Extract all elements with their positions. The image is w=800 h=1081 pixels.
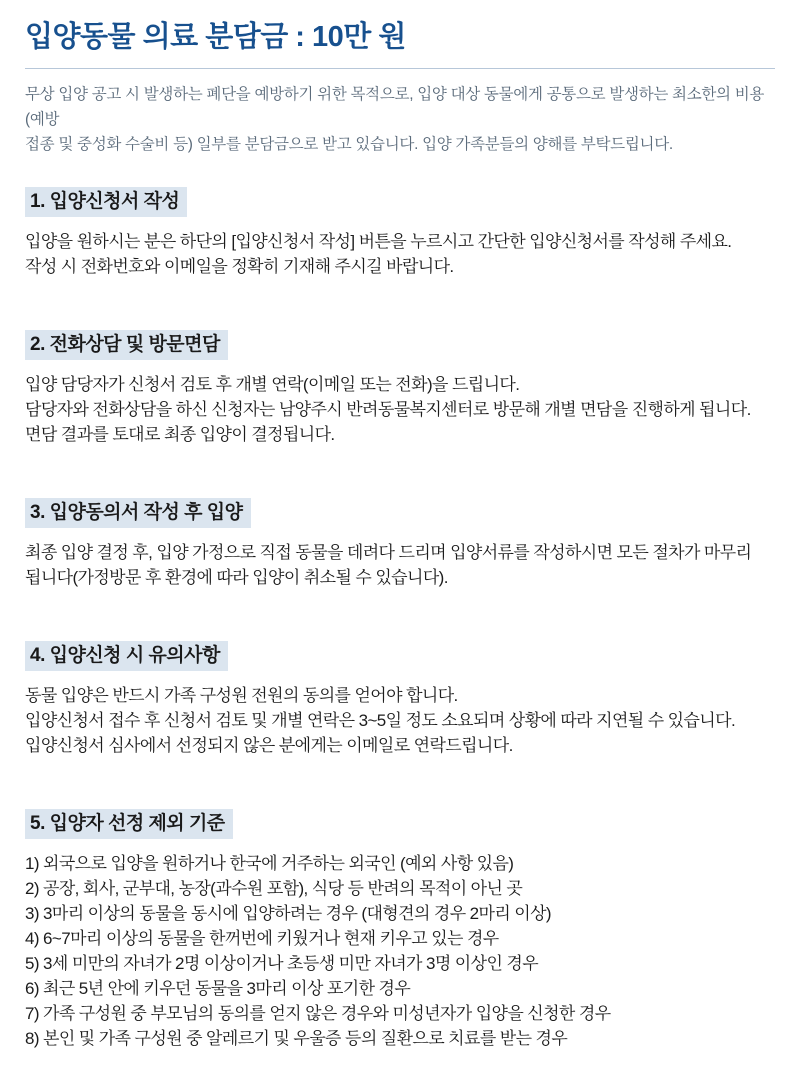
section-body (25, 683, 775, 758)
body-line: 입양신청서 심사에서 선정되지 않은 분에게는 이메일로 연락드립니다. (25, 736, 513, 755)
section-application-notes (25, 640, 775, 758)
exclusion-list-item: 8) 본인 및 가족 구성원 중 알레르기 및 우울증 등의 질환으로 치료를 받는 경우 (25, 1029, 568, 1048)
title-divider (25, 68, 775, 69)
body-line: 됩니다(가정방문 후 환경에 따라 입양이 취소될 수 있습니다). (25, 568, 448, 587)
intro-paragraph (25, 82, 775, 157)
body-line: 입양을 원하시는 분은 하단의 [입양신청서 작성] 버튼을 누르시고 간단한 입양신청서를 작성해 주세요. (25, 232, 732, 251)
exclusion-list-item: 2) 공장, 회사, 군부대, 농장(과수원 포함), 식당 등 반려의 목적이 아닌 곳 (25, 879, 523, 898)
body-line: 동물 입양은 반드시 가족 구성원 전원의 동의를 얻어야 합니다. (25, 686, 458, 705)
section-heading (25, 497, 775, 528)
section-heading (25, 640, 775, 671)
exclusion-list-item: 1) 외국으로 입양을 원하거나 한국에 거주하는 외국인 (예외 사항 있음) (25, 854, 514, 873)
section-heading-highlight: 1. 입양신청서 작성 (25, 187, 187, 217)
body-line: 작성 시 전화번호와 이메일을 정확히 기재해 주시길 바랍니다. (25, 257, 454, 276)
section-phone-visit-interview (25, 329, 775, 447)
body-line: 최종 입양 결정 후, 입양 가정으로 직접 동물을 데려다 드리며 입양서류를 작성하시면 모든 절차가 마무리 (25, 543, 752, 562)
section-body (25, 851, 775, 1051)
exclusion-list-item: 4) 6~7마리 이상의 동물을 한꺼번에 키웠거나 현재 키우고 있는 경우 (25, 929, 499, 948)
section-body (25, 372, 775, 447)
page-title: 입양동물 의료 분담금 : 10만 원 (25, 21, 406, 53)
section-heading (25, 808, 775, 839)
section-heading (25, 329, 775, 360)
section-consent-and-adoption (25, 497, 775, 590)
section-heading (25, 186, 775, 217)
section-body (25, 229, 775, 279)
section-exclusion-criteria (25, 808, 775, 1051)
exclusion-list-item: 7) 가족 구성원 중 부모님의 동의를 얻지 않은 경우와 미성년자가 입양을 신청한 경우 (25, 1004, 611, 1023)
body-line: 담당자와 전화상담을 하신 신청자는 남양주시 반려동물복지센터로 방문해 개별 면담을 진행하게 됩니다. (25, 400, 751, 419)
exclusion-list-item: 3) 3마리 이상의 동물을 동시에 입양하려는 경우 (대형견의 경우 2마리 이상) (25, 904, 551, 923)
intro-line: 접종 및 중성화 수술비 등) 일부를 분담금으로 받고 있습니다. 입양 가족분들의 양해를 부탁드립니다. (25, 136, 673, 153)
exclusion-list-item: 5) 3세 미만의 자녀가 2명 이상이거나 초등생 미만 자녀가 3명 이상인 경우 (25, 954, 539, 973)
section-application-form (25, 186, 775, 279)
body-line: 면담 결과를 토대로 최종 입양이 결정됩니다. (25, 425, 335, 444)
section-body (25, 540, 775, 590)
section-heading-highlight: 3. 입양동의서 작성 후 입양 (25, 498, 251, 528)
section-heading-highlight: 2. 전화상담 및 방문면담 (25, 330, 228, 360)
body-line: 입양 담당자가 신청서 검토 후 개별 연락(이메일 또는 전화)을 드립니다. (25, 375, 520, 394)
body-line: 입양신청서 접수 후 신청서 검토 및 개별 연락은 3~5일 정도 소요되며 상황에 따라 지연될 수 있습니다. (25, 711, 736, 730)
section-heading-highlight: 4. 입양신청 시 유의사항 (25, 641, 228, 671)
intro-line: 무상 입양 공고 시 발생하는 폐단을 예방하기 위한 목적으로, 입양 대상 동물에게 공통으로 발생하는 최소한의 비용(예방 (25, 86, 765, 128)
exclusion-list-item: 6) 최근 5년 안에 키우던 동물을 3마리 이상 포기한 경우 (25, 979, 411, 998)
section-heading-highlight: 5. 입양자 선정 제외 기준 (25, 809, 233, 839)
